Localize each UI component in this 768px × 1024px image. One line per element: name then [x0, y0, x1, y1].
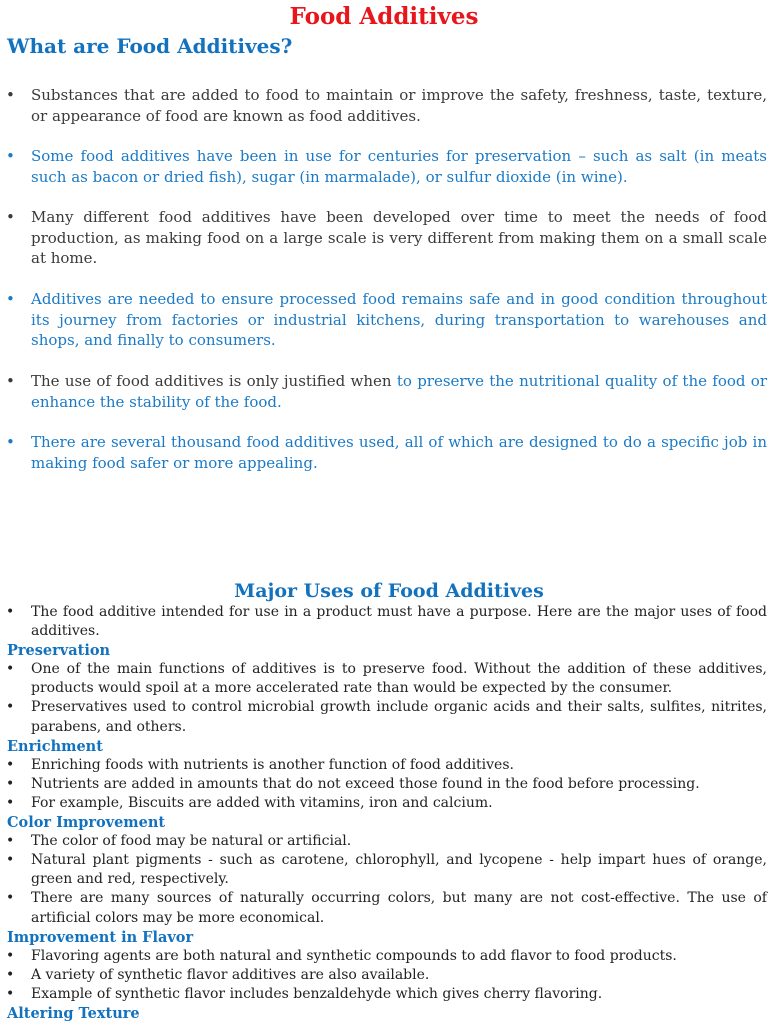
bullet-dot: •: [6, 852, 15, 869]
bullet-text: Nutrients are added in amounts that do not exceed those found in the food before processing.: [31, 775, 700, 792]
bullet-item: [0, 851, 768, 889]
bullet-text: The food additive intended for use in a product must have a purpose. Here are the major uses of food additives.: [31, 604, 767, 640]
bullet-dot: •: [6, 966, 15, 983]
bullet-item: [0, 947, 768, 966]
bullet-text: A variety of synthetic flavor additives are also available.: [31, 966, 430, 983]
bullet-dot: •: [6, 290, 15, 308]
bullet-dot: •: [6, 756, 15, 773]
bullet-item: [0, 207, 768, 269]
bullet-dot: •: [6, 372, 15, 390]
bullet-dot: •: [6, 890, 15, 907]
bullet-dot: •: [6, 794, 15, 811]
bullet-text-plain: The use of food additives is only justified when: [31, 372, 397, 390]
bullet-text: Flavoring agents are both natural and synthetic compounds to add flavor to food products.: [31, 947, 677, 964]
bullet-text: [31, 371, 768, 412]
bullet-text-highlight: to preserve the nutritional quality of the food or enhance the stability of the food.: [31, 372, 767, 411]
document-title: Food Additives: [289, 3, 479, 30]
subheading-improvement-in-flavor: Improvement in Flavor: [7, 928, 194, 946]
subheading-preservation: Preservation: [7, 642, 111, 660]
bullet-text: For example, Biscuits are added with vitamins, iron and calcium.: [31, 794, 493, 811]
bullet-text: Substances that are added to food to maintain or improve the safety, freshness, taste, texture, or appearance of food are known as food additives.: [31, 86, 767, 125]
bullet-item: [0, 603, 768, 641]
bullet-text: Natural plant pigments - such as carotene, chlorophyll, and lycopene - help impart hues of orange, green and red, respectively.: [31, 852, 767, 888]
bullet-item: [0, 146, 768, 187]
bullet-dot: •: [6, 604, 15, 620]
section-heading-major-uses: Major Uses of Food Additives: [234, 580, 544, 602]
bullet-dot: •: [6, 208, 15, 226]
bullet-item: [0, 775, 768, 794]
bullet-item: [0, 371, 768, 412]
section-heading-what-are: What are Food Additives?: [7, 34, 293, 58]
bullet-item: [0, 985, 768, 1004]
bullet-dot: •: [6, 86, 15, 104]
bullet-text: Example of synthetic flavor includes benzaldehyde which gives cherry flavoring.: [31, 985, 603, 1002]
subheading-enrichment: Enrichment: [7, 737, 103, 755]
bullet-text: Additives are needed to ensure processed food remains safe and in good condition throughout its journey from factories or industrial kitchens, during transportation to warehouses and shops, and finally to consumers.: [31, 290, 767, 349]
bullet-text: Enriching foods with nutrients is another function of food additives.: [31, 756, 514, 773]
bullet-item: [0, 660, 768, 698]
subheading-altering-texture: Altering Texture: [7, 1004, 140, 1022]
bullet-dot: •: [6, 147, 15, 165]
bullet-dot: •: [6, 433, 15, 451]
subheading-color-improvement: Color Improvement: [7, 814, 166, 832]
bullet-text: Preservatives used to control microbial growth include organic acids and their salts, sulfites, nitrites, parabens, and others.: [31, 699, 767, 735]
bullet-item: [0, 966, 768, 985]
bullet-dot: •: [6, 775, 15, 792]
bullet-item: [0, 794, 768, 813]
bullet-text: There are several thousand food additives used, all of which are designed to do a specific job in making food safer or more appealing.: [31, 433, 767, 472]
bullet-item: [0, 85, 768, 126]
bullet-item: [0, 432, 768, 473]
bullet-item: [0, 698, 768, 736]
bullet-item: [0, 756, 768, 775]
bullet-dot: •: [6, 699, 15, 716]
major-uses-body: [0, 603, 768, 1023]
bullet-text: The color of food may be natural or artificial.: [31, 833, 352, 850]
bullet-dot: •: [6, 947, 15, 964]
bullet-dot: •: [6, 661, 15, 678]
bullet-dot: •: [6, 985, 15, 1002]
bullet-text: There are many sources of naturally occurring colors, but many are not cost-effective. The use of artificial colors may be more economical.: [31, 890, 767, 926]
bullet-text: Many different food additives have been developed over time to meet the needs of food production, as making food on a large scale is very different from making them on a small scale at home.: [31, 208, 767, 267]
bullet-text: One of the main functions of additives is to preserve food. Without the addition of these additives, products would spoil at a more accelerated rate than would be expected by the consumer.: [31, 661, 767, 697]
bullet-text: Some food additives have been in use for centuries for preservation – such as salt (in meats such as bacon or dried fish), sugar (in marmalade), or sulfur dioxide (in wine).: [31, 147, 767, 186]
bullet-dot: •: [6, 833, 15, 850]
bullet-item: [0, 832, 768, 851]
bullet-item: [0, 889, 768, 927]
bullet-item: [0, 289, 768, 351]
